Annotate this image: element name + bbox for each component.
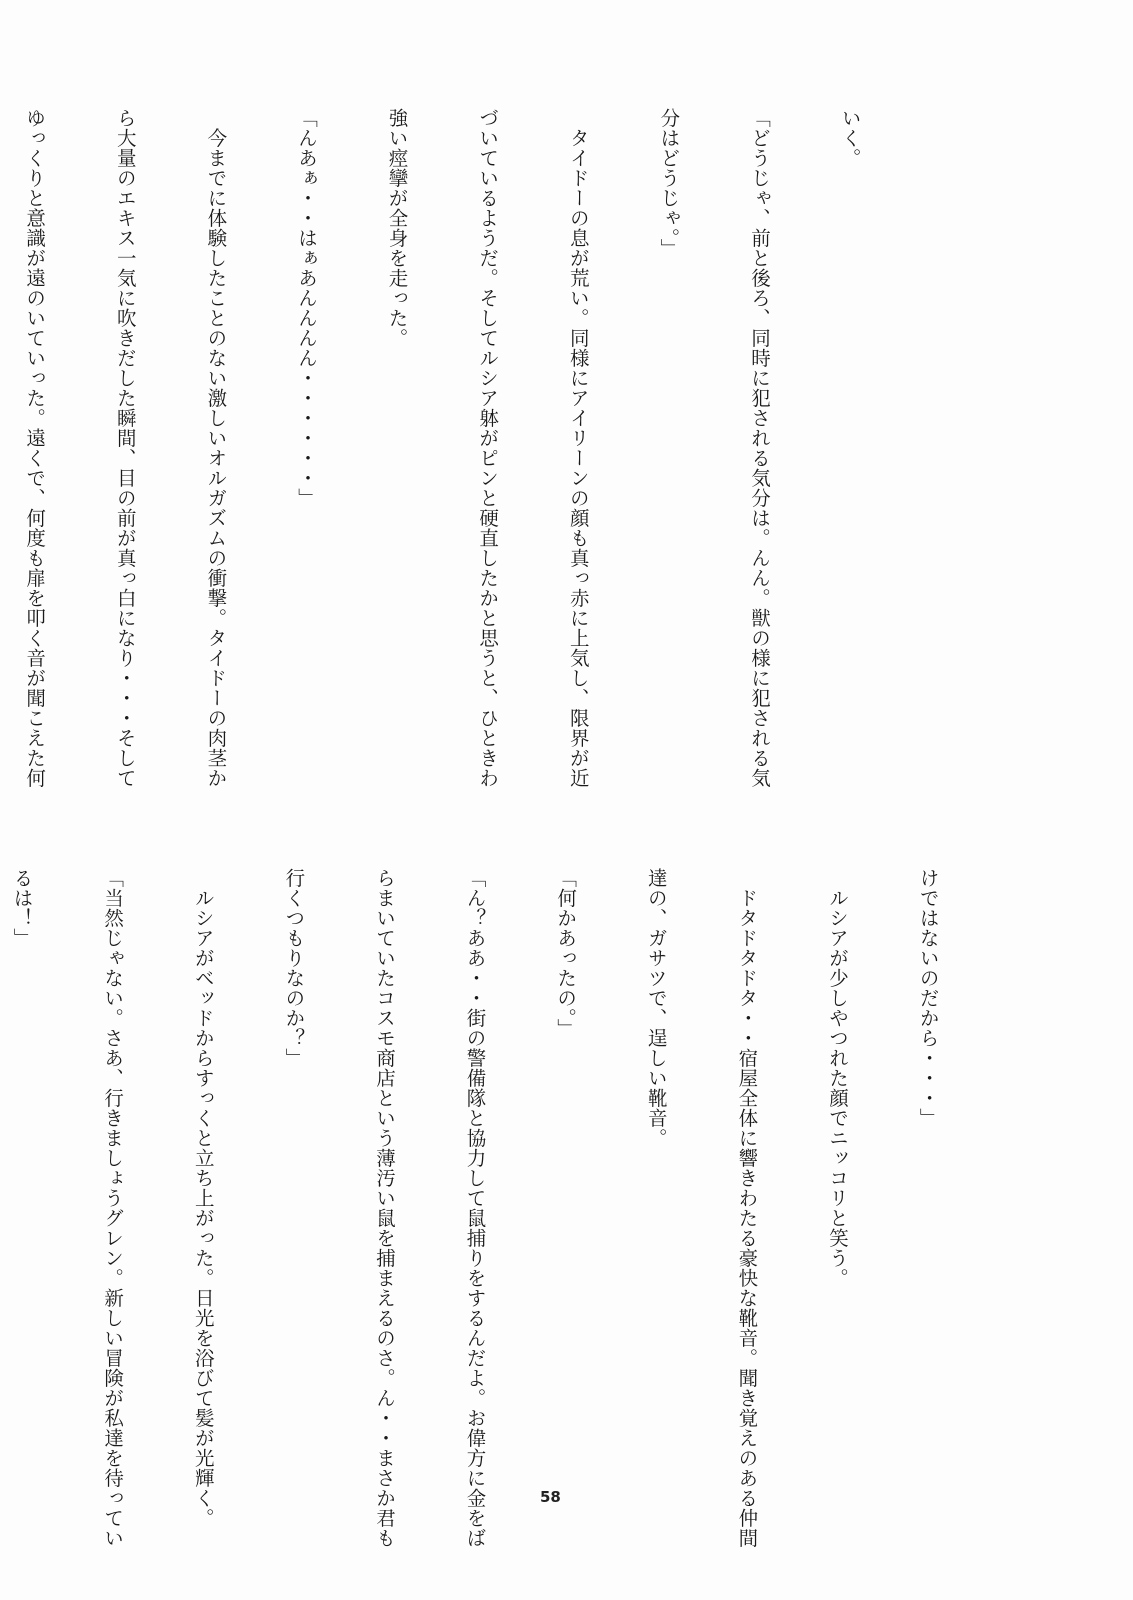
text-line: 分はどうじゃ。」 [657, 108, 681, 259]
text-line: ドタドタドタ・・宿屋全体に響きわたる豪快な靴音。聞き覚えのある仲間 [735, 868, 759, 1548]
text-line: 「んあぁ・・はぁあんんんん・・・・・・」 [294, 108, 318, 508]
text-line: 「どうじゃ、前と後ろ、同時に犯される気分は。んん。獣の様に犯される気 [747, 108, 771, 788]
text-line: ゆっくりと意識が遠のいていった。遠くで、何度も扉を叩く音が聞こえた何 [23, 108, 47, 788]
text-line: 達の、ガサツで、逞しい靴音。 [644, 868, 668, 1148]
text-line: 今までに体験したことのない激しいオルガズムの衝撃。タイドーの肉茎か [204, 108, 228, 788]
text-line: 「当然じゃない。さあ、行きましょうグレン。新しい冒険が私達を待ってい [101, 868, 125, 1548]
page-number: 58 [540, 1488, 561, 1506]
upper-text-block [0, 108, 925, 788]
text-line: づいているようだ。そしてルシア躰がピンと硬直したかと思うと、ひときわ [476, 108, 500, 788]
text-line: らまいていたコスモ商店という薄汚い鼠を捕まえるのさ。ん・・まさか君も [372, 868, 396, 1548]
text-line: 「ん？ああ・・街の警備隊と協力して鼠捕りをするんだよ。お偉方に金をば [463, 868, 487, 1548]
text-line: 強い痙攣が全身を走った。 [385, 108, 409, 348]
text-line: ら大量のエキス一気に吹きだした瞬間、目の前が真っ白になり・・・そして [113, 108, 137, 788]
text-line: るは！」 [10, 868, 34, 948]
text-line: 「何かあったの。」 [554, 868, 578, 1039]
text-line: タイドーの息が荒い。同様にアイリーンの顔も真っ赤に上気し、限界が近 [566, 108, 590, 788]
text-line: ルシアがベッドからすっくと立ち上がった。日光を浴びて髪が光輝く。 [191, 868, 215, 1528]
text-line: けではないのだから・・・」 [916, 868, 940, 1128]
text-line: ルシアが少しやつれた顔でニッコリと笑う。 [825, 868, 849, 1288]
text-line: 行くつもりなのか？」 [282, 868, 306, 1068]
text-line: いく。 [838, 108, 862, 168]
